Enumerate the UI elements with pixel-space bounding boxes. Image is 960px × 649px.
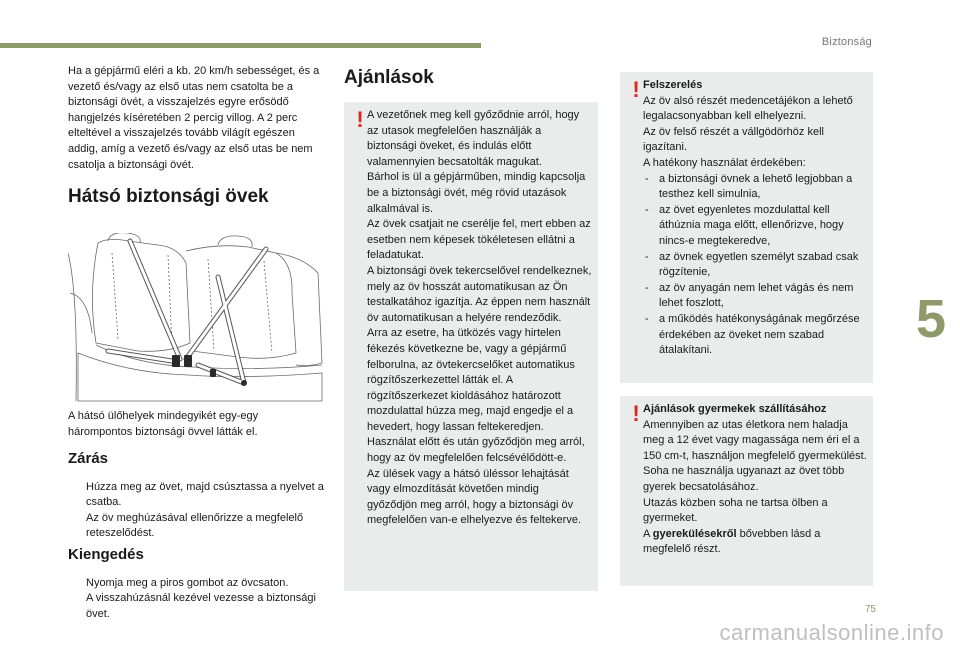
list-item bbox=[643, 250, 867, 281]
release-steps-list bbox=[68, 576, 326, 622]
rear-seat-belts-illustration bbox=[68, 233, 324, 403]
recommendations-text: A vezetőnek meg kell győződnie arról, hogy az utasok megfelelően használják a biztonsági öveket, és indulás előtt valamennyien becsatolták magukat. Bárhol is ül a gépjárműben, mindig kapcsolja be a biztonsági övét, még rövid utazások alkalmával is. Az övek csatjait ne cserélje fel, mert ebben az esetben nem képesek tökéletesen ellátni a feladatukat. A biztonsági övek tekercselővel rendelkeznek, mely az öv hosszát automatikusan az Ön testalkatához igazítja. Az éppen nem használt öv automatikusan a helyére rendeződik. Arra az esetre, ha ütközés vagy hirtelen fékezés következne be, vagy a gépjármű felborulna, az övtekercselőket automatikus rögzítőszerkezettel látták el. A rögzítőszerkezet kioldásához határozott mozdulattal húzza meg, majd engedje el a hevedert, hogy lassan feltekeredjen. Használat előtt és után győződjön meg arról, hogy az öv megfelelően felcsévélődött-e. Az ülések vagy a hátsó üléssor lehajtását vagy elmozdítását követően mindig győződjön meg arról, hogy a biztonsági öv megfelelően van-e elhelyezve és feltekerve. bbox=[367, 109, 592, 527]
closing-steps-list bbox=[68, 480, 326, 542]
warning-exclamation-icon: ! bbox=[356, 107, 364, 132]
warning-exclamation-icon: ! bbox=[632, 77, 640, 102]
rear-belts-heading: Hátsó biztonsági övek bbox=[68, 186, 269, 208]
dash-bullet: - bbox=[645, 172, 649, 185]
installation-intro: Az öv alsó részét medencetájékon a lehető legalacsonyabban kell elhelyezni. Az öv felső részét a vállgödörhöz kell igazítani. A hatékony használat érdekében: bbox=[643, 94, 853, 169]
watermark: carmanualsonline.info bbox=[719, 620, 944, 645]
list-item-text: az övnek egyetlen személyt szabad csak rögzítenie, bbox=[659, 250, 859, 279]
header-accent-bar bbox=[0, 43, 481, 48]
child-transport-text bbox=[643, 418, 867, 558]
installation-warning-box bbox=[620, 72, 873, 383]
warning-exclamation-icon: ! bbox=[632, 401, 640, 426]
list-item bbox=[643, 172, 867, 203]
dash-bullet: - bbox=[645, 281, 649, 294]
installation-list bbox=[643, 172, 867, 359]
dash-bullet: - bbox=[645, 203, 649, 216]
list-item-text: az övet egyenletes mozdulattal kell áthúznia maga előtt, ellenőrizve, hogy nincs-e megtekeredve, bbox=[659, 203, 844, 247]
list-item-text: a biztonsági övnek a lehető legjobban a testhez kell simulnia, bbox=[659, 172, 853, 201]
dash-bullet: - bbox=[645, 312, 649, 325]
chapter-number: 5 bbox=[915, 289, 947, 349]
list-item-text: A visszahúzásnál kezével vezesse a biztonsági övet. bbox=[86, 592, 316, 620]
installation-title: Felszerelés bbox=[643, 79, 703, 91]
child-transport-text-part1: Amennyiben az utas életkora nem haladja meg a 12 évet vagy magassága nem éri el a 150 cm-t, használjon megfelelő gyermekülést. Soha ne használja ugyanazt az övet több gyerek becsatolásához. Utazás közben soha ne tartsa ölben a gyermeket. A bbox=[643, 418, 867, 540]
list-item-text: az öv anyagán nem lehet vágás és nem lehet foszlott, bbox=[659, 281, 854, 310]
recommendations-heading: Ajánlások bbox=[344, 67, 434, 88]
list-item bbox=[643, 281, 867, 312]
closing-heading: Zárás bbox=[68, 450, 109, 467]
list-item-text: Az öv meghúzásával ellenőrizze a megfelelő reteszelődést. bbox=[86, 511, 304, 540]
list-item-text: a működés hatékonyságának megőrzése érdekében az öveket nem szabad átalakítani. bbox=[659, 312, 860, 357]
child-seats-reference-link[interactable]: gyerekülésekről bbox=[652, 527, 737, 540]
figure-caption: A hátsó ülőhelyek mindegyikét egy-egy hárompontos biztonsági övvel látták el. bbox=[68, 410, 259, 438]
recommendations-warning-box bbox=[344, 102, 598, 591]
list-item bbox=[68, 480, 326, 511]
installation-content bbox=[643, 78, 867, 359]
intro-paragraph: Ha a gépjármű eléri a kb. 20 km/h sebességet, és a vezető és/vagy az első utas nem csatolta be a biztonsági övét, a visszajelzés egyre erősödő hangjelzés kíséretében 2 percig villog. A 2 perc elteltével a visszajelzés tovább világít egészen addig, amíg a vezető és/vagy az első utas be nem csatolja a biztonsági övét. bbox=[68, 65, 320, 171]
list-item-text: Húzza meg az övet, majd csúsztassa a nyelvet a csatba. bbox=[86, 481, 324, 509]
list-item bbox=[643, 203, 867, 250]
list-item bbox=[68, 591, 326, 622]
child-transport-text-part2: bővebben lásd a megfelelő részt. bbox=[643, 527, 821, 556]
child-transport-content bbox=[643, 402, 867, 558]
chapter-tab bbox=[902, 271, 960, 367]
list-item-text: Nyomja meg a piros gombot az övcsaton. bbox=[86, 577, 289, 589]
dash-bullet: - bbox=[645, 250, 649, 263]
left-column bbox=[68, 64, 326, 208]
list-item bbox=[68, 511, 326, 542]
child-transport-warning-box bbox=[620, 396, 873, 586]
list-item bbox=[68, 576, 326, 591]
page-number: 75 bbox=[864, 604, 876, 615]
section-title: Biztonság bbox=[821, 36, 872, 48]
list-item bbox=[643, 312, 867, 359]
child-transport-title: Ajánlások gyermekek szállításához bbox=[643, 403, 827, 415]
rear-seat-illustration-svg bbox=[68, 233, 324, 403]
release-heading: Kiengedés bbox=[68, 546, 144, 563]
